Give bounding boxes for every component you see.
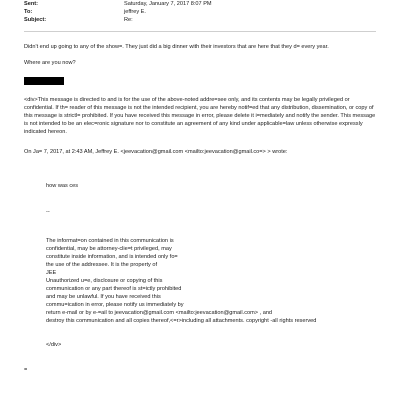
trailing-mark: = [24,367,28,373]
confidentiality-line: destroy this communication and all copies thereof,<=r>including all attachments. copyright -all rights reserved [46,318,317,324]
message-line-2: Where are you now? [24,60,76,66]
confidentiality-line: Unauthorized u=e, disclosure or copying of this [46,278,163,284]
sent-row [24,0,212,8]
confidentiality-line: JEE [46,270,57,276]
confidentiality-line: return e-mail or by e-=ail to jeevacation@gmail.com <mailto:jeevacation@gmail.com> , and [46,310,273,316]
sent-value: Saturday, January 7, 2017 8:07 PM [124,1,212,7]
confidentiality-line: confidential, may be attorney-clie=t privileged, may [46,246,172,252]
confidentiality-line: communication or any part thereof is st=ictly prohibited [46,286,182,292]
quoted-separator: -- [46,209,50,215]
redaction-block [24,77,64,85]
confidentiality-line: The informat=on contained in this communication is [46,238,174,244]
disclaimer-paragraph: <div>This message is directed to and is for the use of the above-noted addre=see only, and its contents may be legally privileged or confidential. If th= reader of this message is not the intended recipient, you are hereby notif=ed that any distribution, dissemination, or copy of this message is strictl= prohibited. If you have received this message in error, please delete it i=mediately and notify the sender. This message is not intended to be an elec=ronic signature nor to constitute an agreement of any kind under applicable=law unless otherwise expressly indicated hereon. [24,97,376,135]
confidentiality-line: commu=ication in error, please notify us immediately by [46,302,184,308]
to-value: jeffrey E. [124,9,146,15]
header-divider [24,31,376,32]
div-close-tag: </div> [46,342,62,348]
subject-row [24,16,133,24]
quote-intro: On Ja= 7, 2017, at 2:43 AM, Jeffrey E. <jeevacation@gmail.com <mailto:jeevacation@gmail.co=> > wrote: [24,149,288,155]
confidentiality-line: the use of the addressee. It is the property of [46,262,158,268]
confidentiality-line: and may be unlawful. If you have received this [46,294,161,300]
subject-value: Re: [124,17,133,23]
confidentiality-line: constitute inside information, and is intended only fo= [46,254,178,260]
quoted-question: how was ces [46,183,79,189]
to-row [24,8,146,16]
sent-label: Sent: [24,1,38,7]
subject-label: Subject: [24,17,47,23]
message-line-1: Didn't end up going to any of the show=. They just did a big dinner with their investors that are here that they d= every year. [24,44,329,50]
to-label: To: [24,9,33,15]
